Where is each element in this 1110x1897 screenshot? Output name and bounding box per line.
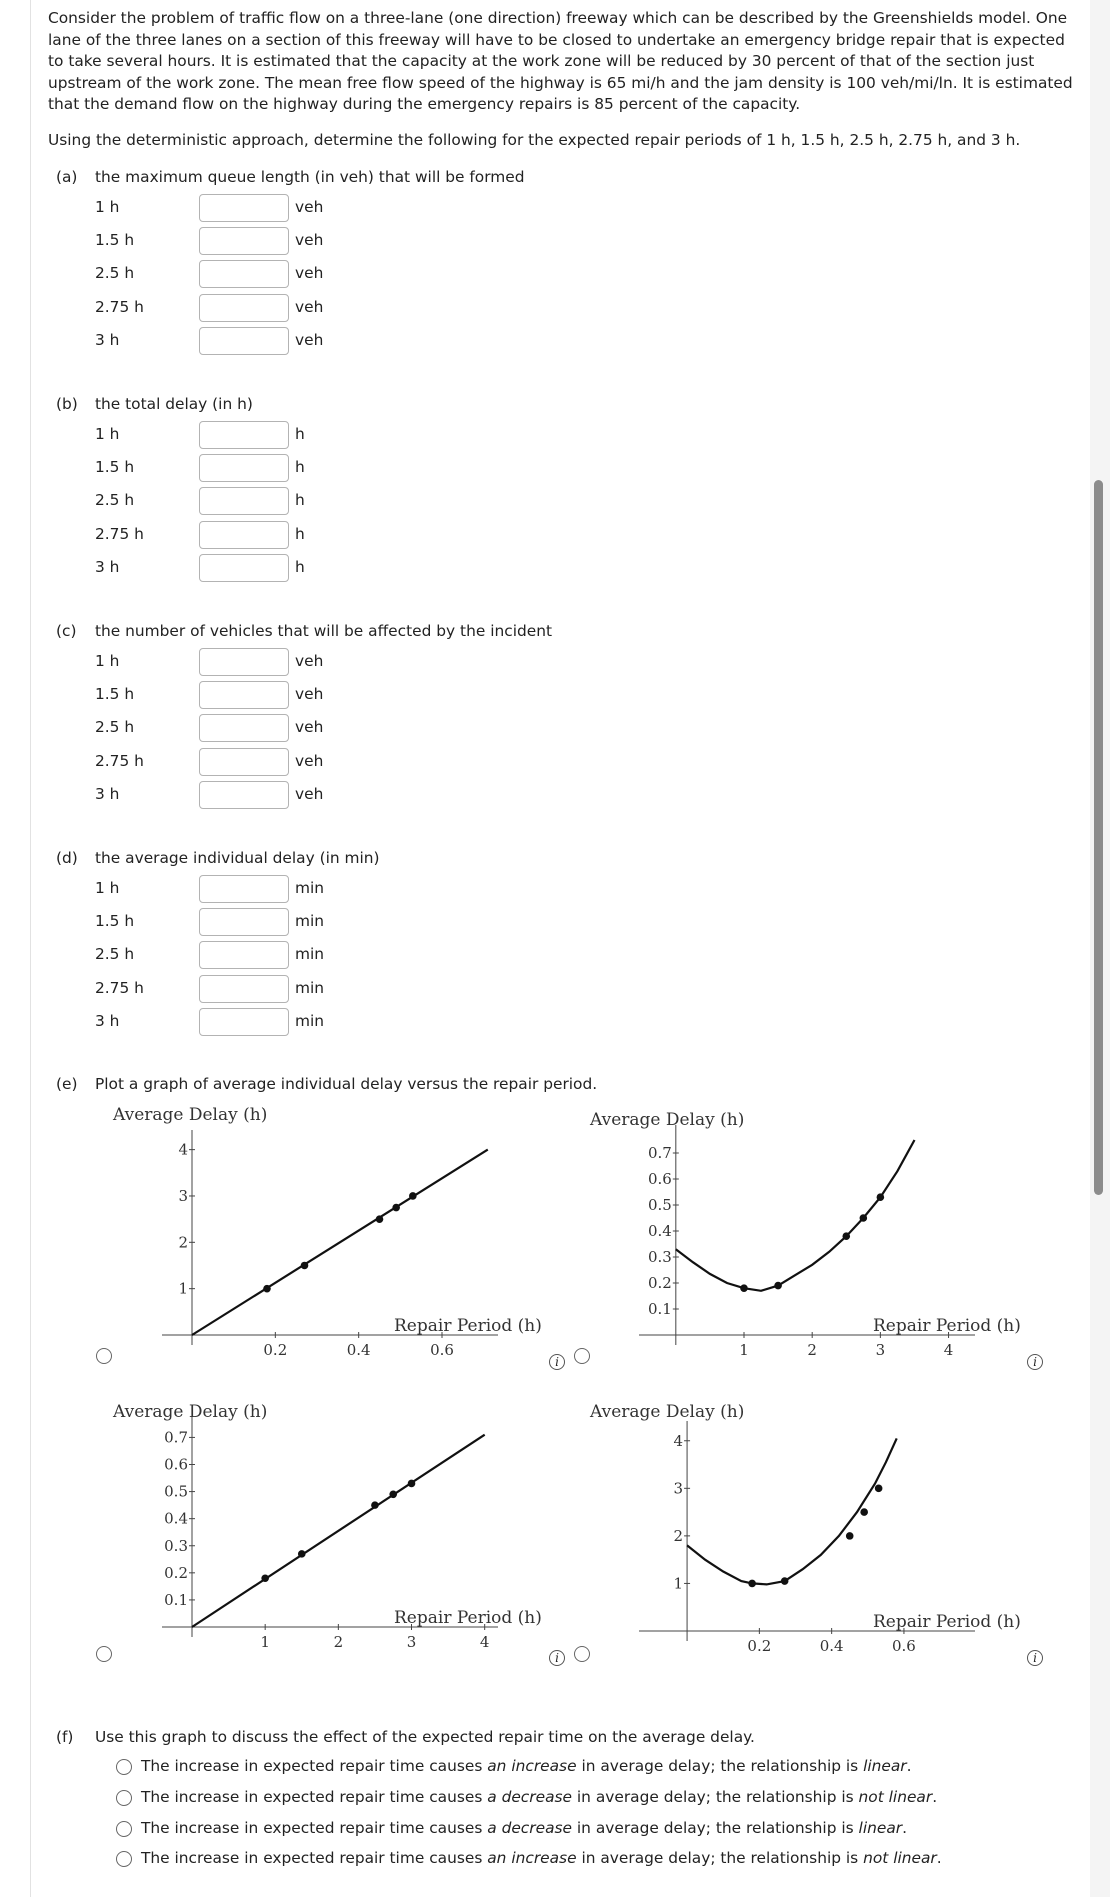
part-c-unit: veh — [295, 652, 324, 670]
graph-option-2-info-icon[interactable]: i — [1027, 1354, 1043, 1370]
x-tick-label: 1 — [260, 1633, 270, 1651]
y-tick-label: 0.2 — [164, 1563, 188, 1582]
graph-option-1-radio[interactable] — [96, 1348, 112, 1364]
part-f-title: Use this graph to discuss the effect of the expected repair time on the average delay. — [95, 1728, 755, 1746]
part-b-period-label: 2.5 h — [95, 491, 135, 510]
part-f-label: (f) — [56, 1728, 74, 1746]
part-d-label: (d) — [56, 849, 78, 867]
part-c-period-label: 1 h — [95, 652, 120, 670]
x-tick-label: 4 — [943, 1341, 954, 1359]
part-d-period-label: 2.5 h — [95, 945, 135, 964]
delay-curve — [192, 1435, 485, 1627]
part-f-option-radio[interactable] — [116, 1759, 132, 1775]
part-b-unit: h — [295, 524, 305, 543]
data-point — [774, 1282, 782, 1290]
part-d-unit: min — [295, 945, 325, 964]
part-d-answer-input[interactable] — [199, 1008, 289, 1036]
part-a-answer-input[interactable] — [199, 294, 289, 322]
part-d-answer-input[interactable] — [199, 875, 289, 903]
option-text: in average delay; the relationship is — [572, 1818, 859, 1837]
data-point — [408, 1480, 416, 1488]
x-tick-label: 0.6 — [892, 1637, 916, 1655]
part-f-option-label[interactable] — [141, 1849, 942, 1867]
part-a-label: (a) — [56, 168, 78, 186]
data-point — [860, 1214, 868, 1222]
data-point — [846, 1532, 854, 1540]
x-axis-label: Repair Period (h) — [873, 1612, 1021, 1632]
data-point — [301, 1262, 309, 1270]
part-a-answer-input[interactable] — [199, 260, 289, 288]
option-text: . — [906, 1757, 912, 1775]
option-emphasis: a decrease — [487, 1818, 572, 1837]
x-axis-label: Repair Period (h) — [394, 1608, 542, 1628]
part-c-answer-input[interactable] — [199, 714, 289, 742]
part-b-answer-input[interactable] — [199, 421, 289, 449]
part-f-option-radio[interactable] — [116, 1821, 132, 1837]
x-tick-label: 0.2 — [747, 1637, 772, 1655]
part-d-unit: min — [295, 912, 325, 931]
part-b-answer-input[interactable] — [199, 487, 289, 515]
part-d-period-label: 3 h — [95, 1011, 120, 1030]
y-tick-label: 0.2 — [647, 1274, 672, 1292]
part-a-unit: veh — [295, 198, 324, 216]
part-d-period-label: 1 h — [95, 879, 120, 897]
y-tick-label: 0.5 — [647, 1196, 672, 1214]
y-tick-label: 3 — [673, 1479, 684, 1498]
y-tick-label: 4 — [178, 1140, 188, 1159]
part-a-answer-input[interactable] — [199, 194, 289, 222]
option-text: in average delay; the relationship is — [576, 1849, 864, 1868]
data-point — [877, 1193, 885, 1201]
y-tick-label: 0.1 — [164, 1590, 188, 1609]
option-emphasis: not linear — [858, 1787, 933, 1806]
part-e-title: Plot a graph of average individual delay versus the repair period. — [95, 1075, 598, 1093]
x-tick-label: 2 — [807, 1341, 817, 1359]
part-a-period-label: 1.5 h — [95, 231, 135, 250]
part-d-period-label: 1.5 h — [95, 912, 135, 931]
part-a-period-label: 2.75 h — [95, 297, 144, 316]
part-c-unit: veh — [295, 751, 324, 770]
part-c-unit: veh — [295, 685, 324, 704]
part-b-unit: h — [295, 425, 305, 443]
option-text: The increase in expected repair time causes — [141, 1787, 488, 1806]
part-a-answer-input[interactable] — [199, 227, 289, 255]
part-a-unit: veh — [295, 264, 324, 283]
part-d-unit: min — [295, 978, 325, 997]
part-c-unit: veh — [295, 784, 324, 803]
part-b-unit: h — [295, 458, 305, 477]
y-tick-label: 0.4 — [647, 1222, 672, 1240]
part-c-period-label: 3 h — [95, 784, 120, 803]
graph-option-1 — [108, 1100, 558, 1370]
y-tick-label: 1 — [178, 1279, 188, 1298]
problem-statement: Consider the problem of traffic flow on a three-lane (one direction) freeway which can be described by the Greenshields model. One lane of the three lanes on a section of this freeway will have to be closed to undertake an emergency bridge repair that is expected to take several hours. It is estimated that the capacity at the work zone will be reduced by 30 percent of that of the section just upstream of the work zone. The mean free flow speed of the highway is 65 mi/h and the jam density is 100 veh/mi/ln. It is estimated that the demand flow on the highway during the emergency repairs is 85 percent of the capacity. — [48, 9, 1073, 113]
data-point — [740, 1284, 748, 1292]
delay-curve — [192, 1150, 488, 1335]
part-b-answer-input[interactable] — [199, 454, 289, 482]
x-tick-label: 4 — [479, 1633, 490, 1651]
x-axis-label: Repair Period (h) — [394, 1316, 542, 1336]
data-point — [298, 1550, 306, 1558]
option-text: The increase in expected repair time causes — [141, 1849, 488, 1868]
y-tick-label: 4 — [673, 1431, 684, 1450]
y-tick-label: 0.7 — [164, 1428, 188, 1447]
part-d-unit: min — [295, 879, 325, 897]
option-emphasis: an increase — [487, 1849, 577, 1868]
y-tick-label: 0.5 — [164, 1482, 188, 1501]
option-text: in average delay; the relationship is — [572, 1787, 859, 1806]
part-c-label: (c) — [56, 622, 77, 640]
part-b-period-label: 1 h — [95, 425, 120, 443]
x-axis-label: Repair Period (h) — [873, 1316, 1021, 1336]
option-text: . — [936, 1849, 942, 1868]
part-a-period-label: 3 h — [95, 330, 120, 349]
option-text: The increase in expected repair time causes — [141, 1818, 488, 1837]
part-d-answer-input[interactable] — [199, 908, 289, 936]
y-axis-label: Average Delay (h) — [113, 1402, 268, 1422]
data-point — [781, 1577, 789, 1585]
x-tick-label: 3 — [406, 1633, 417, 1651]
part-b-period-label: 1.5 h — [95, 458, 135, 477]
part-d-period-label: 2.75 h — [95, 978, 144, 997]
part-a-title: the maximum queue length (in veh) that will be formed — [95, 168, 525, 186]
y-tick-label: 0.6 — [647, 1170, 672, 1188]
data-point — [875, 1485, 883, 1493]
part-f-option-label[interactable] — [141, 1819, 907, 1837]
x-tick-label: 0.4 — [346, 1341, 371, 1359]
y-tick-label: 2 — [178, 1233, 188, 1252]
graph-option-1-info-icon[interactable]: i — [549, 1354, 565, 1370]
part-e-label: (e) — [56, 1075, 78, 1093]
part-c-answer-input[interactable] — [199, 681, 289, 709]
option-text: The increase in expected repair time causes — [141, 1757, 488, 1775]
y-tick-label: 0.3 — [164, 1536, 188, 1555]
graph-option-3-radio[interactable] — [96, 1646, 112, 1662]
part-b-answer-input[interactable] — [199, 521, 289, 549]
option-text: in average delay; the relationship is — [576, 1757, 864, 1775]
graph-option-2 — [585, 1105, 1045, 1370]
data-point — [263, 1285, 271, 1293]
y-tick-label: 0.4 — [164, 1509, 188, 1528]
part-b-period-label: 2.75 h — [95, 524, 144, 543]
data-point — [376, 1215, 384, 1223]
part-a-unit: veh — [295, 330, 324, 349]
option-text: . — [902, 1818, 907, 1837]
graph-option-4-radio[interactable] — [574, 1646, 590, 1662]
data-point — [389, 1490, 397, 1498]
data-point — [392, 1204, 400, 1212]
option-emphasis: not linear — [863, 1849, 937, 1868]
part-b-unit: h — [295, 557, 305, 576]
x-tick-label: 0.2 — [263, 1341, 288, 1359]
part-f-option-label[interactable] — [141, 1757, 912, 1775]
part-c-period-label: 2.75 h — [95, 751, 144, 770]
part-a-answer-input[interactable] — [199, 327, 289, 355]
part-a-period-label: 1 h — [95, 198, 120, 216]
x-tick-label: 0.4 — [819, 1637, 844, 1655]
y-tick-label: 2 — [673, 1526, 684, 1545]
graph-option-3-info-icon[interactable]: i — [549, 1650, 565, 1666]
part-a-unit: veh — [295, 231, 324, 250]
instruction-text: Using the deterministic approach, determine the following for the expected repair periods of 1 h, 1.5 h, 2.5 h, 2.75 h, and 3 h. — [48, 131, 1021, 149]
x-tick-label: 1 — [739, 1341, 749, 1359]
graph-option-4 — [585, 1397, 1045, 1672]
x-tick-label: 3 — [875, 1341, 886, 1359]
part-d-answer-input[interactable] — [199, 975, 289, 1003]
part-c-title: the number of vehicles that will be affected by the incident — [95, 622, 552, 640]
y-tick-label: 0.6 — [164, 1455, 188, 1474]
y-tick-label: 1 — [673, 1574, 684, 1593]
part-c-answer-input[interactable] — [199, 748, 289, 776]
y-tick-label: 3 — [178, 1186, 188, 1205]
part-b-answer-input[interactable] — [199, 554, 289, 582]
part-b-period-label: 3 h — [95, 557, 120, 576]
x-tick-label: 0.6 — [430, 1341, 454, 1359]
data-point — [409, 1192, 417, 1200]
graph-option-4-info-icon[interactable]: i — [1027, 1650, 1043, 1666]
y-tick-label: 0.1 — [647, 1300, 672, 1318]
option-emphasis: linear — [858, 1818, 903, 1837]
part-c-answer-input[interactable] — [199, 648, 289, 676]
part-d-unit: min — [295, 1011, 325, 1030]
x-tick-label: 2 — [333, 1633, 344, 1651]
y-axis-label: Average Delay (h) — [113, 1105, 268, 1125]
y-tick-label: 0.3 — [647, 1248, 672, 1266]
part-c-answer-input[interactable] — [199, 781, 289, 809]
part-f-option-label[interactable] — [141, 1788, 937, 1806]
y-axis-label: Average Delay (h) — [590, 1110, 745, 1130]
part-c-unit: veh — [295, 718, 324, 737]
part-c-period-label: 1.5 h — [95, 685, 135, 704]
part-d-answer-input[interactable] — [199, 941, 289, 969]
part-c-period-label: 2.5 h — [95, 718, 135, 737]
delay-curve — [676, 1140, 915, 1291]
y-axis-label: Average Delay (h) — [590, 1402, 745, 1422]
part-b-unit: h — [295, 491, 305, 510]
data-point — [860, 1508, 868, 1516]
data-point — [748, 1580, 756, 1588]
option-text: . — [932, 1787, 938, 1806]
option-emphasis: a decrease — [487, 1787, 572, 1806]
option-emphasis: linear — [863, 1757, 907, 1775]
part-b-label: (b) — [56, 395, 78, 413]
data-point — [842, 1232, 850, 1240]
data-point — [371, 1501, 379, 1509]
data-point — [261, 1574, 269, 1582]
part-d-title: the average individual delay (in min) — [95, 849, 380, 867]
part-a-period-label: 2.5 h — [95, 264, 135, 283]
part-b-title: the total delay (in h) — [95, 395, 253, 413]
graph-option-3 — [108, 1397, 558, 1672]
part-a-unit: veh — [295, 297, 324, 316]
scrollbar-thumb[interactable] — [1094, 480, 1103, 1195]
y-tick-label: 0.7 — [647, 1144, 672, 1162]
part-f-option-radio[interactable] — [116, 1790, 132, 1806]
option-emphasis: an increase — [487, 1757, 577, 1775]
graph-option-2-radio[interactable] — [574, 1348, 590, 1364]
